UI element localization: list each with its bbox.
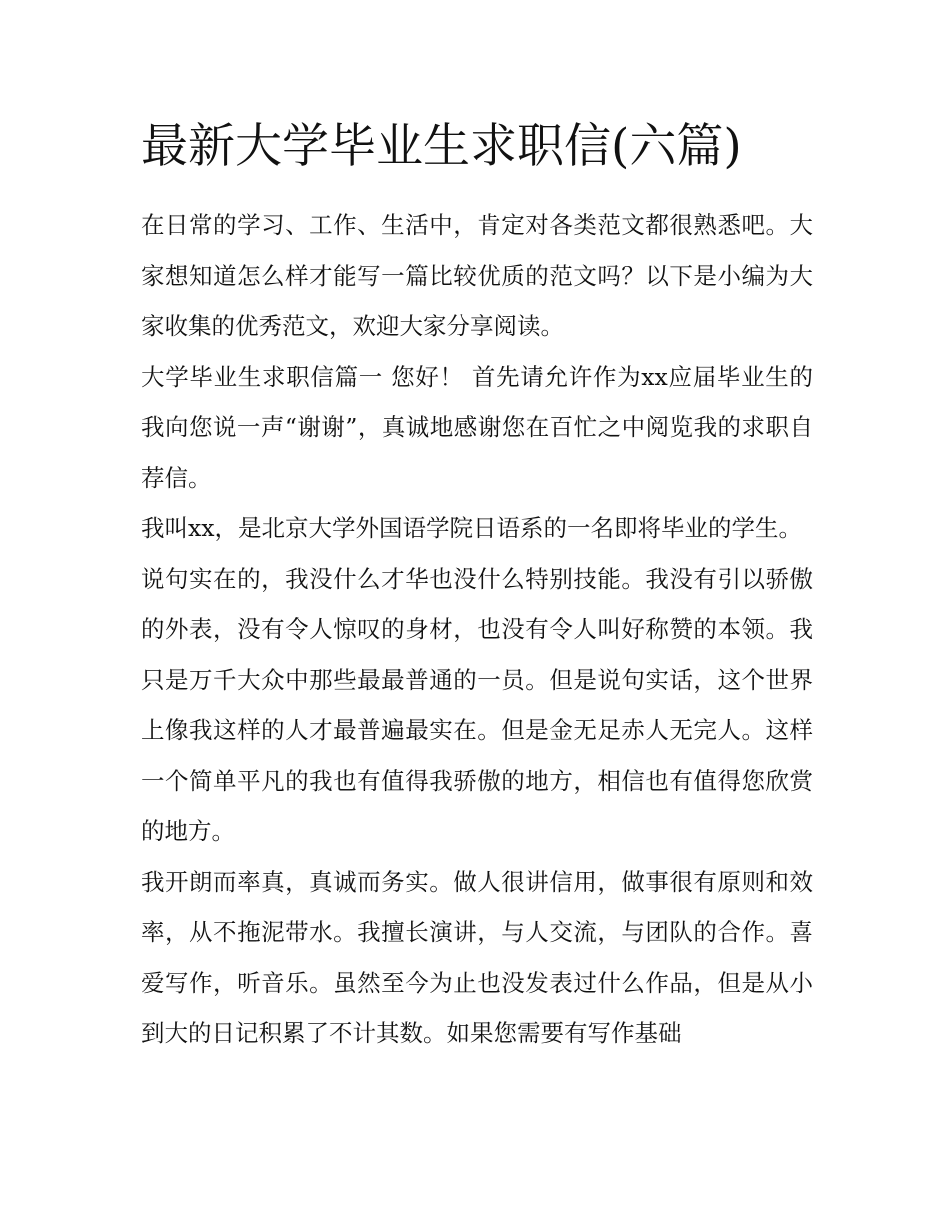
paragraph-self-assessment: 说句实在的，我没什么才华也没什么特别技能。我没有引以骄傲的外表，没有令人惊叹的身材，也没有令人叫好称赞的本领。我只是万千大众中那些最最普通的一员。但是说句实话，这个世界上像我这样的人才最普遍最实在。但是金无足赤人无完人。这样一个简单平凡的我也有值得我骄傲的地方，相信也有值得您欣赏的地方。	[141, 564, 813, 845]
paragraph-greeting: 大学毕业生求职信篇一 您好！ 首先请允许作为xx应届毕业生的我向您说一声“谢谢”，真诚地感谢您在百忙之中阅览我的求职自荐信。	[141, 362, 813, 492]
paragraph-intro: 在日常的学习、工作、生活中，肯定对各类范文都很熟悉吧。大家想知道怎么样才能写一篇比较优质的范文吗？以下是小编为大家收集的优秀范文，欢迎大家分享阅读。	[141, 211, 813, 340]
paragraph-self-intro: 我叫xx，是北京大学外国语学院日语系的一名即将毕业的学生。	[141, 514, 803, 542]
paragraph-personality: 我开朗而率真，真诚而务实。做人很讲信用，做事很有原则和效率，从不拖泥带水。我擅长演讲，与人交流，与团队的合作。喜爱写作，听音乐。虽然至今为止也没发表过什么作品，但是从小到大的日记积累了不计其数。如果您需要有写作基础	[141, 867, 813, 1047]
document-title: 最新大学毕业生求职信(六篇)	[141, 119, 742, 174]
document-body	[141, 112, 813, 1059]
